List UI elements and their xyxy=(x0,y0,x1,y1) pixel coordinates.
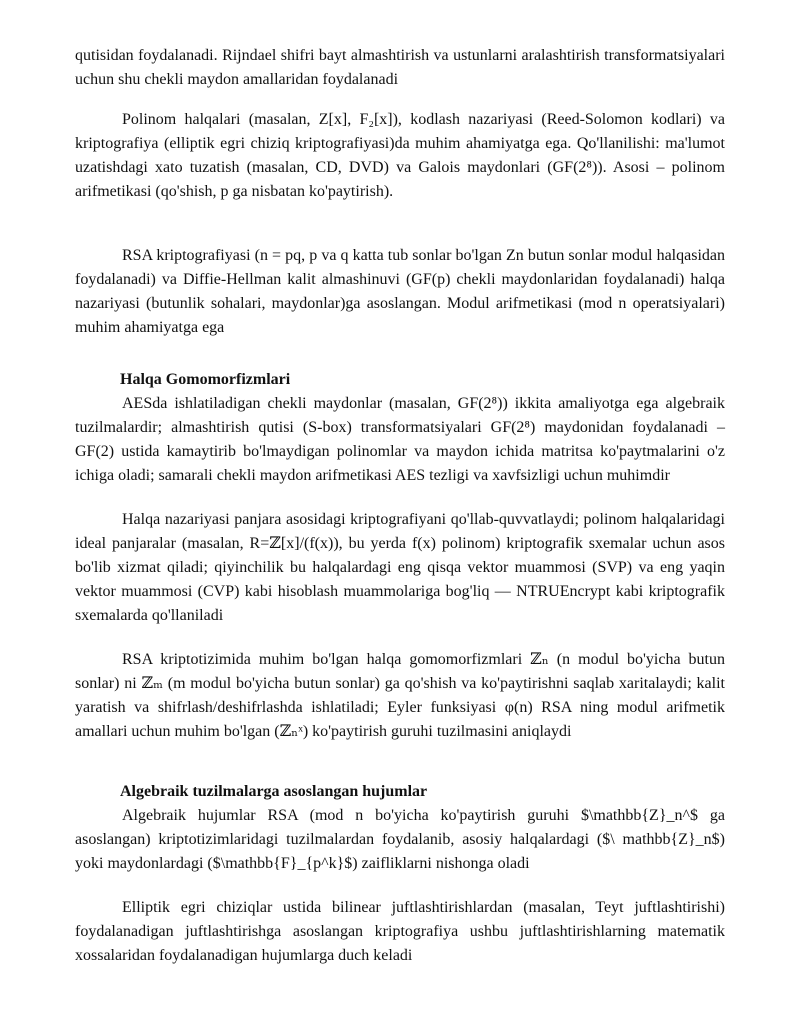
paragraph-lattice-cryptography: Halqa nazariyasi panjara asosidagi kriptografiyani qo'llab-quvvatlaydi; polinom halqalaridagi ideal panjaralar (masalan, R=ℤ[x]/(f(x)), bu yerda f(x) polinom) kriptografik sxemalar uchun asos bo'lib xizmat qiladi; qiyinchilik bu halqalardagi eng qisqa vektor muammosi (SVP) va eng yaqin vektor muammosi (CVP) kabi hisoblash muammolariga bog'liq — NTRUEncrypt kabi kriptografik sxemalarda qo'llaniladi xyxy=(75,511,725,624)
paragraph-aes-finite-fields: AESda ishlatiladigan chekli maydonlar (masalan, GF(2⁸)) ikkita amaliyotga ega algebraik tuzilmalardir; almashtirish qutisi (S-box) transformatsiyalari GF(2⁸) maydonidan foydalanadi – GF(2) ustida kamaytirib bo'lmaydigan polinomlar va maydon ichida matritsa ko'paytmalarini o'z ichiga oladi; samarali chekli maydon arifmetikasi AES tezligi va xavfsizligi uchun muhimdir xyxy=(75,395,725,484)
paragraph-pairing-cryptography: Elliptik egri chiziqlar ustida bilinear juftlashtirishlardan (masalan, Teyt juftlashtirishi) foydalanadigan juftlashtirishga asoslangan kriptografiya ushbu juftlashtirishlarning matematik xossalaridan foydalanadigan hujumlarga duch keladi xyxy=(75,899,725,964)
paragraph-rijndael-continuation: qutisidan foydalanadi. Rijndael shifri bayt almashtirish va ustunlarni aralashtirish transformatsiyalari uchun shu chekli maydon amallaridan foydalanadi xyxy=(75,47,725,88)
heading-ring-homomorphisms: Halqa Gomomorfizmlari xyxy=(120,371,291,388)
heading-algebraic-attacks: Algebraik tuzilmalarga asoslangan hujumlar xyxy=(120,783,428,800)
paragraph-algebraic-attacks: Algebraik hujumlar RSA (mod n bo'yicha ko'paytirish guruhi $\mathbb{Z}_n^$ ga asoslangan) kriptotizimlaridagi tuzilmalardan foydalanib, asosiy halqalardagi ($\ mathbb{Z}_n$) yoki maydonlardagi ($\mathbb{F}_{p^k}$) zaifliklarni nishonga oladi xyxy=(75,807,725,872)
paragraph-rsa-homomorphisms: RSA kriptotizimida muhim bo'lgan halqa gomomorfizmlari ℤₙ (n modul bo'yicha butun sonlar) ni ℤₘ (m modul bo'yicha butun sonlar) ga qo'shish va ko'paytirishni saqlab xaritalaydi; kalit yaratish va shifrlash/deshifrlashda ishlatiladi; Eyler funksiyasi φ(n) RSA ning modul arifmetik amallari uchun muhim bo'lgan (ℤₙˣ) ko'paytirish guruhi tuzilmasini aniqlaydi xyxy=(75,651,725,740)
paragraph-polynomial-rings: Polinom halqalari (masalan, Z[x], F₂[x]), kodlash nazariyasi (Reed-Solomon kodlari) va kriptografiya (elliptik egri chiziq kriptografiyasi)da muhim ahamiyatga ega. Qo'llanilishi: ma'lumot uzatishdagi xato tuzatish (masalan, CD, DVD) va Galois maydonlari (GF(2⁸)). Asosi – polinom arifmetikasi (qo'shish, p ga nisbatan ko'paytirish). xyxy=(75,111,725,200)
paragraph-rsa-cryptography: RSA kriptografiyasi (n = pq, p va q katta tub sonlar bo'lgan Zn butun sonlar modul halqasidan foydalanadi) va Diffie-Hellman kalit almashinuvi (GF(p) chekli maydonlaridan foydalanadi) halqa nazariyasi (butunlik sohalari, maydonlar)ga asoslangan. Modul arifmetikasi (mod n operatsiyalari) muhim ahamiyatga ega xyxy=(75,247,725,336)
